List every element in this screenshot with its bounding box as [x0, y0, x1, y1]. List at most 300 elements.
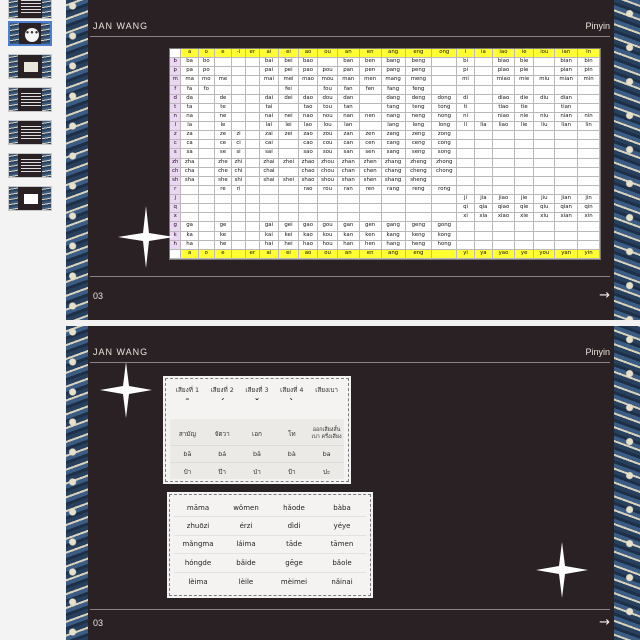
table-cell: sang	[382, 149, 406, 158]
pinyin-word: láima	[222, 536, 270, 554]
tone-header: เสียงเบา	[315, 386, 338, 394]
table-cell: zhai	[260, 159, 280, 168]
table-cell	[338, 204, 360, 213]
table-cell	[515, 241, 535, 250]
table-cell	[246, 159, 260, 168]
table-cell	[279, 104, 299, 113]
table-cell: cong	[432, 140, 457, 149]
table-cell	[493, 222, 515, 231]
table-cell: kang	[382, 232, 406, 241]
table-cell	[279, 140, 299, 149]
table-cell	[578, 149, 600, 158]
table-cell: min	[578, 76, 600, 85]
table-cell: fen	[360, 86, 382, 95]
table-cell: tian	[555, 104, 578, 113]
table-footer-final: yi	[457, 250, 474, 259]
table-cell	[534, 241, 555, 250]
table-cell	[246, 122, 260, 131]
table-cell: bo	[199, 58, 215, 67]
table-cell	[199, 149, 215, 158]
more-options-icon[interactable]: •••	[25, 28, 39, 42]
table-cell: chang	[382, 168, 406, 177]
table-cell: dou	[318, 95, 338, 104]
slide-thumbnail-current[interactable]	[8, 21, 52, 46]
table-cell	[534, 67, 555, 76]
table-cell: hen	[360, 241, 382, 250]
table-cell: zhang	[382, 159, 406, 168]
thai-tone-examples	[170, 467, 344, 477]
table-cell	[457, 241, 474, 250]
table-cell	[555, 168, 578, 177]
table-cell: gang	[382, 222, 406, 231]
page-number: 03	[93, 618, 104, 628]
table-cell: reng	[406, 186, 432, 195]
pinyin-example: bà	[287, 450, 296, 458]
table-cell	[534, 149, 555, 158]
table-cell	[215, 195, 232, 204]
table-cell	[215, 67, 232, 76]
sparkle-star-icon	[100, 362, 152, 418]
table-cell: ren	[360, 186, 382, 195]
table-cell	[406, 195, 432, 204]
table-header-final: i	[457, 49, 474, 58]
table-cell	[199, 113, 215, 122]
table-cell: zi	[232, 131, 246, 140]
table-initial: s	[170, 149, 181, 158]
table-cell	[493, 159, 515, 168]
table-header-final: ian	[555, 49, 578, 58]
table-cell	[432, 86, 457, 95]
table-cell: mi	[457, 76, 474, 85]
table-cell	[232, 232, 246, 241]
table-cell: chi	[232, 168, 246, 177]
table-cell	[475, 58, 493, 67]
divider-top	[90, 362, 610, 363]
table-cell: shi	[232, 177, 246, 186]
table-cell	[578, 86, 600, 95]
table-cell	[246, 177, 260, 186]
table-cell: neng	[406, 113, 432, 122]
table-cell	[232, 113, 246, 122]
table-cell: jiao	[493, 195, 515, 204]
table-cell	[475, 159, 493, 168]
table-cell	[475, 140, 493, 149]
table-cell: zei	[279, 131, 299, 140]
table-cell: chong	[432, 168, 457, 177]
table-cell	[199, 195, 215, 204]
table-cell	[279, 168, 299, 177]
table-cell	[432, 195, 457, 204]
table-cell: zhei	[279, 159, 299, 168]
table-cell: ba	[181, 58, 198, 67]
table-cell	[232, 58, 246, 67]
table-cell	[246, 86, 260, 95]
table-initial: sh	[170, 177, 181, 186]
table-cell: ke	[215, 232, 232, 241]
table-cell: zai	[260, 131, 280, 140]
table-cell	[246, 58, 260, 67]
table-cell: zhao	[299, 159, 319, 168]
table-cell: de	[215, 95, 232, 104]
table-footer-final: yan	[555, 250, 578, 259]
table-footer-final: en	[360, 250, 382, 259]
table-cell: ce	[215, 140, 232, 149]
table-footer-final: a	[181, 250, 198, 259]
table-cell: dao	[299, 95, 319, 104]
table-initial: p	[170, 67, 181, 76]
table-cell	[457, 131, 474, 140]
table-cell: liao	[493, 122, 515, 131]
table-cell	[555, 131, 578, 140]
tone-header: เสียงที่ 3	[245, 386, 269, 394]
pinyin-initials-finals-table	[169, 48, 601, 260]
pinyin-word: lèile	[238, 577, 254, 586]
slide-tones[interactable]	[66, 326, 640, 640]
table-cell	[246, 168, 260, 177]
table-cell: lao	[299, 122, 319, 131]
next-arrow-icon[interactable]: →	[599, 288, 610, 303]
table-footer-final: ya	[475, 250, 493, 259]
table-cell: xian	[555, 213, 578, 222]
table-header-final: er	[246, 49, 260, 58]
table-cell	[457, 149, 474, 158]
table-cell: xin	[578, 213, 600, 222]
table-cell: kou	[318, 232, 338, 241]
table-cell: nian	[555, 113, 578, 122]
table-cell	[475, 131, 493, 140]
table-cell	[578, 168, 600, 177]
table-cell: lia	[475, 122, 493, 131]
tone-mark-icon: ˊ	[219, 398, 225, 409]
table-header-final: ao	[299, 49, 319, 58]
table-cell	[534, 86, 555, 95]
table-cell: bao	[299, 58, 319, 67]
table-cell: pian	[555, 67, 578, 76]
table-cell: cha	[181, 168, 198, 177]
slide-pinyin-table[interactable]	[66, 0, 640, 320]
pinyin-word: tāmen	[318, 536, 366, 554]
table-footer-final: ou	[318, 250, 338, 259]
next-arrow-icon[interactable]: →	[599, 615, 610, 630]
table-cell: rou	[318, 186, 338, 195]
table-cell: bei	[279, 58, 299, 67]
table-cell: niao	[493, 113, 515, 122]
table-cell: heng	[406, 241, 432, 250]
slide-thumbnail[interactable]	[8, 186, 52, 211]
table-cell: lai	[260, 122, 280, 131]
table-cell	[493, 86, 515, 95]
table-cell: pan	[338, 67, 360, 76]
table-cell	[493, 140, 515, 149]
slide-thumbnail[interactable]	[8, 87, 52, 112]
table-cell: geng	[406, 222, 432, 231]
table-cell: tong	[432, 104, 457, 113]
slide-thumbnail[interactable]	[8, 0, 52, 19]
table-footer-final: ao	[299, 250, 319, 259]
table-cell: fang	[382, 86, 406, 95]
table-cell	[406, 213, 432, 222]
thai-example: ป๋า	[183, 468, 192, 476]
table-header-final: iao	[493, 49, 515, 58]
table-cell	[534, 177, 555, 186]
table-cell	[246, 131, 260, 140]
table-cell: mian	[555, 76, 578, 85]
table-cell: diu	[534, 95, 555, 104]
table-cell: cao	[299, 140, 319, 149]
table-cell: men	[360, 76, 382, 85]
table-cell: da	[181, 95, 198, 104]
tone-mark-icon: ˇ	[254, 398, 260, 409]
table-cell	[246, 204, 260, 213]
table-cell: lang	[382, 122, 406, 131]
table-cell: zong	[432, 131, 457, 140]
table-cell	[382, 213, 406, 222]
table-cell: ha	[181, 241, 198, 250]
table-cell: dai	[260, 95, 280, 104]
table-cell: seng	[406, 149, 432, 158]
pinyin-word: māma	[174, 499, 222, 517]
author-name: JAN WANG	[93, 347, 149, 357]
table-cell	[432, 204, 457, 213]
table-cell	[232, 104, 246, 113]
table-cell: hou	[318, 241, 338, 250]
slide-thumbnail[interactable]	[8, 153, 52, 178]
table-cell	[232, 86, 246, 95]
table-cell	[515, 149, 535, 158]
table-cell	[578, 186, 600, 195]
thai-tone-name: ออกเสียงสั้น เบา ครึ่งเสียง	[311, 427, 342, 440]
table-initial: g	[170, 222, 181, 231]
table-cell	[578, 131, 600, 140]
table-cell: tou	[318, 104, 338, 113]
table-cell: jian	[555, 195, 578, 204]
sparkle-star-icon	[118, 206, 174, 268]
table-cell	[360, 104, 382, 113]
tone-mark-icon	[309, 399, 344, 409]
table-cell: mao	[299, 76, 319, 85]
table-cell	[578, 241, 600, 250]
table-cell	[578, 159, 600, 168]
table-cell: lan	[338, 122, 360, 131]
pinyin-word: nǎinai	[331, 577, 353, 586]
table-cell: shei	[279, 177, 299, 186]
table-cell	[360, 213, 382, 222]
table-cell	[534, 168, 555, 177]
table-initial: n	[170, 113, 181, 122]
table-cell	[181, 195, 198, 204]
table-cell: dei	[279, 95, 299, 104]
table-cell	[199, 177, 215, 186]
table-cell	[215, 213, 232, 222]
table-cell	[475, 113, 493, 122]
table-footer-final: ei	[279, 250, 299, 259]
table-header-final: ai	[260, 49, 280, 58]
table-cell: zen	[360, 131, 382, 140]
table-cell: ca	[181, 140, 198, 149]
table-cell	[457, 177, 474, 186]
table-cell: qie	[515, 204, 535, 213]
table-cell: tan	[338, 104, 360, 113]
wave-art-left	[66, 326, 88, 640]
table-cell: fan	[338, 86, 360, 95]
table-cell: sha	[181, 177, 198, 186]
table-cell	[457, 186, 474, 195]
table-cell: gan	[338, 222, 360, 231]
table-cell: zhen	[360, 159, 382, 168]
table-cell	[382, 195, 406, 204]
table-cell: qia	[475, 204, 493, 213]
table-cell: lian	[555, 122, 578, 131]
table-initial: q	[170, 204, 181, 213]
table-cell: gong	[432, 222, 457, 231]
tone-marks	[170, 399, 344, 409]
table-cell: xie	[515, 213, 535, 222]
table-cell	[555, 186, 578, 195]
pinyin-word: mèimei	[280, 577, 308, 586]
thai-example: ป้า	[287, 468, 296, 476]
table-cell	[534, 58, 555, 67]
table-cell: die	[515, 95, 535, 104]
table-cell	[338, 213, 360, 222]
table-footer-final: an	[338, 250, 360, 259]
table-cell: ceng	[406, 140, 432, 149]
table-cell	[232, 76, 246, 85]
table-cell	[232, 95, 246, 104]
table-cell: zhong	[432, 159, 457, 168]
table-cell	[232, 195, 246, 204]
table-cell: sai	[260, 149, 280, 158]
table-initial: h	[170, 241, 181, 250]
table-cell	[199, 168, 215, 177]
table-cell: sao	[299, 149, 319, 158]
table-cell	[318, 195, 338, 204]
pinyin-example: ba	[322, 450, 331, 458]
table-cell: di	[457, 95, 474, 104]
table-cell	[578, 104, 600, 113]
table-cell: fo	[199, 86, 215, 95]
table-cell	[215, 86, 232, 95]
table-cell: zha	[181, 159, 198, 168]
table-header-final: ia	[475, 49, 493, 58]
table-footer-final: ang	[382, 250, 406, 259]
table-cell: qiao	[493, 204, 515, 213]
table-cell: zhou	[318, 159, 338, 168]
table-cell: dang	[382, 95, 406, 104]
table-cell	[493, 177, 515, 186]
tone-chart	[165, 378, 349, 482]
table-cell: he	[215, 241, 232, 250]
table-cell	[475, 86, 493, 95]
table-cell: shang	[382, 177, 406, 186]
table-cell: beng	[406, 58, 432, 67]
table-cell	[475, 177, 493, 186]
table-cell: meng	[406, 76, 432, 85]
table-cell	[232, 213, 246, 222]
table-cell: nang	[382, 113, 406, 122]
table-cell	[555, 149, 578, 158]
table-footer-final: er	[246, 250, 260, 259]
slide-subject: Pinyin	[585, 347, 610, 357]
thai-example: ปะ	[322, 468, 331, 476]
table-footer-final: yao	[493, 250, 515, 259]
divider-bottom	[90, 276, 610, 277]
table-cell	[515, 186, 535, 195]
table-cell: kai	[260, 232, 280, 241]
table-cell: bang	[382, 58, 406, 67]
table-initial: z	[170, 131, 181, 140]
table-cell: xi	[457, 213, 474, 222]
table-cell: tao	[299, 104, 319, 113]
table-cell: hai	[260, 241, 280, 250]
table-cell: nai	[260, 113, 280, 122]
table-cell	[515, 168, 535, 177]
table-header-final: ang	[382, 49, 406, 58]
table-cell	[181, 213, 198, 222]
table-cell	[578, 232, 600, 241]
table-cell	[360, 122, 382, 131]
sparkle-star-icon	[536, 542, 588, 598]
table-cell	[534, 186, 555, 195]
table-cell: zan	[338, 131, 360, 140]
table-cell	[555, 86, 578, 95]
table-cell: leng	[406, 122, 432, 131]
table-cell: ti	[457, 104, 474, 113]
table-cell: kong	[432, 232, 457, 241]
table-header-final: in	[578, 49, 600, 58]
pinyin-word: gēge	[270, 554, 318, 572]
table-cell: ci	[232, 140, 246, 149]
table-cell	[406, 204, 432, 213]
pinyin-word: zhuōzi	[174, 517, 222, 535]
table-cell: le	[215, 122, 232, 131]
slide-thumbnail[interactable]	[8, 120, 52, 145]
table-cell: miao	[493, 76, 515, 85]
table-cell	[246, 213, 260, 222]
table-cell	[457, 86, 474, 95]
slide-thumbnail[interactable]	[8, 54, 52, 79]
table-cell: bi	[457, 58, 474, 67]
table-footer-final: you	[534, 250, 555, 259]
table-cell	[555, 232, 578, 241]
table-cell: zeng	[406, 131, 432, 140]
table-cell	[246, 186, 260, 195]
pinyin-word: tāde	[270, 536, 318, 554]
pinyin-word: wǒmen	[222, 499, 270, 517]
table-cell	[199, 140, 215, 149]
table-cell: te	[215, 104, 232, 113]
table-cell: mei	[279, 76, 299, 85]
table-cell	[279, 213, 299, 222]
table-cell	[432, 76, 457, 85]
thai-tone-names	[170, 425, 344, 443]
table-cell	[279, 195, 299, 204]
table-cell: mai	[260, 76, 280, 85]
table-cell: bie	[515, 58, 535, 67]
table-cell	[246, 140, 260, 149]
table-cell: pou	[318, 67, 338, 76]
table-cell: xia	[475, 213, 493, 222]
table-cell	[318, 204, 338, 213]
author-name: JAN WANG	[93, 21, 149, 31]
table-cell: gao	[299, 222, 319, 231]
table-cell: jie	[515, 195, 535, 204]
table-cell: za	[181, 131, 198, 140]
table-cell: bin	[578, 58, 600, 67]
table-cell	[338, 195, 360, 204]
tone-mark-icon: ˉ	[184, 398, 190, 409]
table-cell: zhi	[232, 159, 246, 168]
table-footer-final	[432, 250, 457, 259]
